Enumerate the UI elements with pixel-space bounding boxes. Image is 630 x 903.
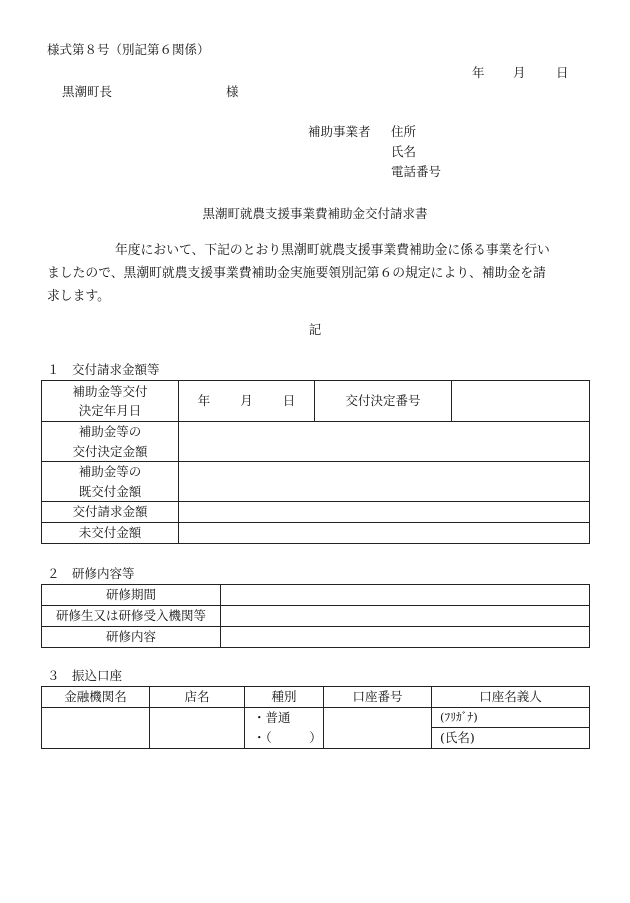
paid-amount-label-line2: 既交付金額 <box>78 483 142 499</box>
decided-amount-label-line1: 補助金等の <box>78 424 142 440</box>
holder-name[interactable]: (氏名) <box>432 728 590 749</box>
account-number-header: 口座番号 <box>324 687 432 708</box>
decision-number-value[interactable] <box>452 381 590 422</box>
body-line-3: 求します。 <box>47 289 110 304</box>
decision-date-label-line1: 補助金等交付 <box>72 383 148 399</box>
decision-date-month: 月 <box>240 393 253 409</box>
decision-number-label: 交付決定番号 <box>315 381 452 422</box>
decision-date-label-line2: 決定年月日 <box>78 403 142 418</box>
trainee-value[interactable] <box>221 606 590 627</box>
paid-amount-value[interactable] <box>179 462 590 502</box>
request-amount-table <box>41 380 590 544</box>
address-label: 住所 <box>391 124 417 139</box>
training-period-value[interactable] <box>221 585 590 606</box>
branch-name-header: 店名 <box>150 687 245 708</box>
request-amount-value[interactable] <box>179 502 590 523</box>
training-table <box>41 584 590 648</box>
bank-name-value[interactable] <box>42 708 150 749</box>
decided-amount-label <box>42 422 179 462</box>
phone-label: 電話番号 <box>391 164 442 179</box>
date-year-label: 年 <box>472 65 485 80</box>
trainee-label: 研修生又は研修受入機関等 <box>42 606 221 627</box>
unpaid-amount-label: 未交付金額 <box>42 523 179 544</box>
date-day-label: 日 <box>556 65 569 80</box>
bank-account-table <box>41 686 590 749</box>
applicant-role: 補助事業者 <box>308 124 371 139</box>
training-content-value[interactable] <box>221 627 590 648</box>
bank-name-header: 金融機関名 <box>42 687 150 708</box>
ki-marker: 記 <box>308 322 322 337</box>
account-type-ordinary[interactable]: ・普通 <box>253 710 291 725</box>
name-label: 氏名 <box>391 144 417 159</box>
date-month-label: 月 <box>513 65 526 80</box>
body-line-2: ましたので、黒潮町就農支援事業費補助金実施要領別記第６の規定により、補助金を請 <box>47 266 546 281</box>
honorific: 様 <box>226 84 239 99</box>
training-content-label: 研修内容 <box>42 627 221 648</box>
section1-heading: １ 交付請求金額等 <box>47 362 160 377</box>
unpaid-amount-value[interactable] <box>179 523 590 544</box>
account-holder-header: 口座名義人 <box>432 687 590 708</box>
holder-furigana[interactable]: (ﾌﾘｶﾞﾅ) <box>432 708 590 728</box>
paid-amount-label-line1: 補助金等の <box>78 464 142 480</box>
decision-date-year: 年 <box>197 393 211 409</box>
account-type-other[interactable]: ・（ ） <box>253 730 322 745</box>
decision-date-value[interactable] <box>179 381 315 422</box>
section3-heading: ３ 振込口座 <box>47 668 123 683</box>
decision-date-day: 日 <box>282 393 296 409</box>
section2-heading: ２ 研修内容等 <box>47 566 135 581</box>
body-line-1: 年度において、下記のとおり黒潮町就農支援事業費補助金に係る事業を行い <box>115 243 550 258</box>
branch-name-value[interactable] <box>150 708 245 749</box>
request-amount-label: 交付請求金額 <box>42 502 179 523</box>
account-type-options[interactable] <box>245 708 324 749</box>
decided-amount-label-line2: 交付決定金額 <box>72 443 148 459</box>
decided-amount-value[interactable] <box>179 422 590 462</box>
account-type-header: 種別 <box>245 687 324 708</box>
decision-date-label <box>42 381 179 422</box>
paid-amount-label <box>42 462 179 502</box>
addressee: 黒潮町長 <box>62 84 113 99</box>
form-number: 様式第８号（別記第６関係） <box>47 42 210 57</box>
training-period-label: 研修期間 <box>42 585 221 606</box>
document-title: 黒潮町就農支援事業費補助金交付請求書 <box>202 206 428 221</box>
account-number-value[interactable] <box>324 708 432 749</box>
